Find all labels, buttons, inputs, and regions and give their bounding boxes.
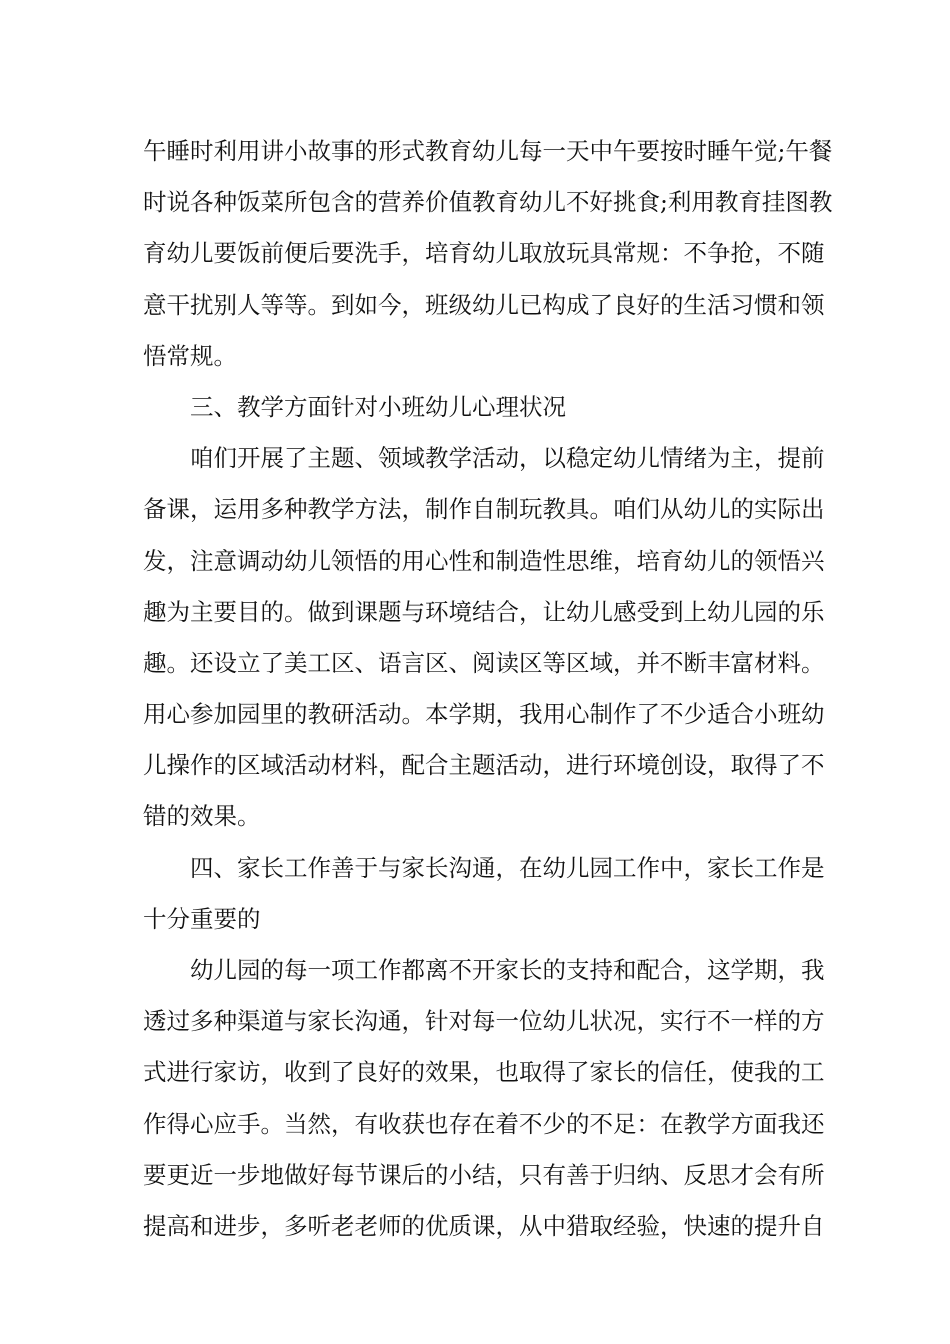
text-line: 幼儿园的每一项工作都离不开家长的支持和配合，这学期，我: [190, 956, 825, 984]
text-line: 咱们开展了主题、领域教学活动，以稳定幼儿情绪为主，提前: [190, 444, 825, 473]
text-line: 趣。还设立了美工区、语言区、阅读区等区域，并不断丰富材料。: [143, 648, 825, 677]
text-line: 趣为主要目的。做到课题与环境结合，让幼儿感受到上幼儿园的乐: [143, 597, 825, 626]
text-line: 用心参加园里的教研活动。本学期，我用心制作了不少适合小班幼: [143, 700, 825, 729]
text-line: 悟常规。: [143, 341, 237, 370]
document-body-text: [143, 126, 833, 1252]
text-line: 要更近一步地做好每节课后的小结，只有善于归纳、反思才会有所: [143, 1160, 825, 1189]
text-line: 式进行家访，收到了良好的效果，也取得了家长的信任，使我的工: [143, 1058, 825, 1087]
text-line: 透过多种渠道与家长沟通，针对每一位幼儿状况，实行不一样的方: [143, 1007, 825, 1036]
text-line: 发，注意调动幼儿领悟的用心性和制造性思维，培育幼儿的领悟兴: [143, 546, 825, 575]
text-line: 意干扰别人等等。到如今，班级幼儿已构成了良好的生活习惯和领: [143, 290, 825, 319]
text-line: 作得心应手。当然，有收获也存在着不少的不足：在教学方面我还: [143, 1109, 825, 1138]
text-line: 时说各种饭菜所包含的营养价值教育幼儿不好挑食;利用教育挂图教: [143, 188, 833, 217]
text-line: 午睡时利用讲小故事的形式教育幼儿每一天中午要按时睡午觉;午餐: [143, 137, 833, 165]
text-line: 育幼儿要饭前便后要洗手，培育幼儿取放玩具常规：不争抢，不随: [143, 239, 825, 268]
text-line: 备课，运用多种教学方法，制作自制玩教具。咱们从幼儿的实际出: [143, 495, 825, 524]
text-line: 儿操作的区域活动材料，配合主题活动，进行环境创设，取得了不: [143, 751, 825, 780]
section-heading: 四、家长工作善于与家长沟通，在幼儿园工作中，家长工作是: [190, 853, 825, 882]
text-line: 提高和进步，多听老老师的优质课，从中猎取经验，快速的提升自: [143, 1211, 825, 1240]
section-heading: 三、教学方面针对小班幼儿心理状况: [190, 392, 566, 421]
text-line: 错的效果。: [143, 802, 261, 831]
section-heading: 十分重要的: [143, 904, 261, 933]
